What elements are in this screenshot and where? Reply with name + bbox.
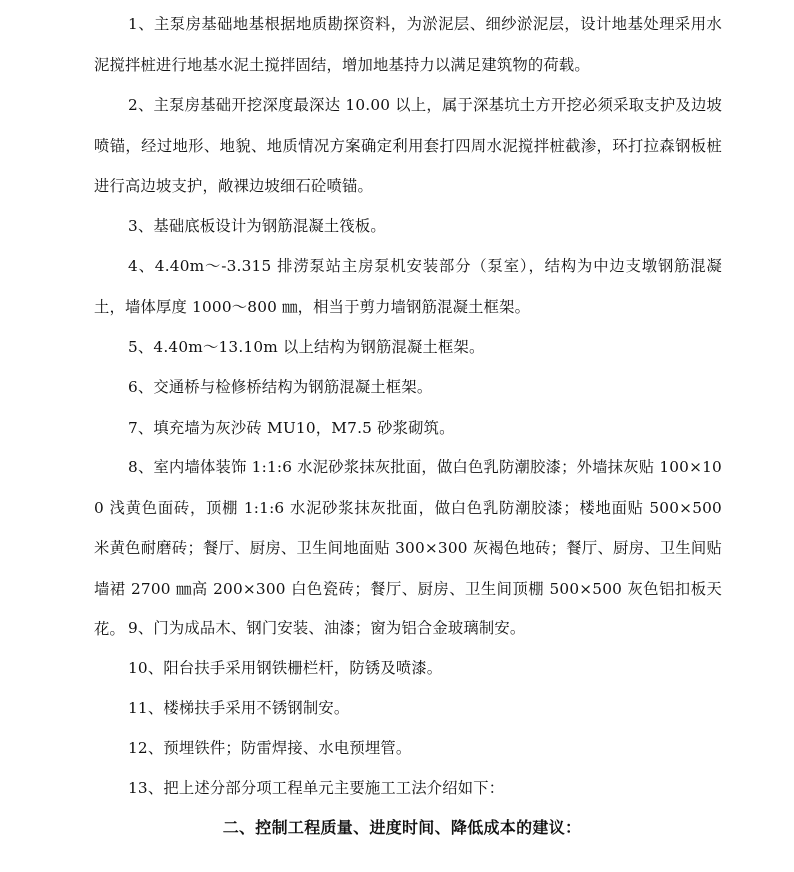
paragraph-3: 3、基础底板设计为钢筋混凝土筏板。 [128, 217, 386, 235]
paragraph-10: 10、阳台扶手采用钢铁栅栏杆，防锈及喷漆。 [128, 659, 443, 677]
paragraph-5: 5、4.40m～13.10m 以上结构为钢筋混凝土框架。 [128, 338, 485, 356]
paragraph-11: 11、楼梯扶手采用不锈钢制安。 [128, 699, 350, 717]
paragraph-7: 7、填充墙为灰沙砖 MU10，M7.5 砂浆砌筑。 [128, 419, 455, 437]
paragraph-1: 1、主泵房基础地基根据地质勘探资料，为淤泥层、细纱淤泥层，设计地基处理采用水泥搅拌桩进行地基水泥土搅拌固结，增加地基持力以满足建筑物的荷载。 [94, 15, 722, 74]
paragraph-8: 8、室内墙体装饰 1:1:6 水泥砂浆抹灰批面，做白色乳防潮胶漆；外墙抹灰贴 100×100 浅黄色面砖，顶棚 1:1:6 水泥砂浆抹灰批面，做白色乳防潮胶漆；楼地面贴 500×500 米黄色耐磨砖；餐厅、厨房、卫生间地面贴 300×300 灰褐色地砖；餐厅、厨房、卫生间贴墙裙 2700 ㎜高 200×300 白色瓷砖；餐厅、厨房、卫生间顶棚 500×500 灰色铝扣板天花。 [94, 458, 722, 638]
paragraph-2: 2、主泵房基础开挖深度最深达 10.00 以上，属于深基坑土方开挖必须采取支护及边坡喷锚，经过地形、地貌、地质情况方案确定利用套打四周水泥搅拌桩截渗，环打拉森钢板桩进行高边坡支护，敞裸边坡细石砼喷锚。 [94, 96, 722, 195]
paragraph-6: 6、交通桥与检修桥结构为钢筋混凝土框架。 [128, 378, 433, 396]
paragraph-13: 13、把上述分部分项工程单元主要施工工法介绍如下： [128, 779, 505, 797]
section-heading: 二、控制工程质量、进度时间、降低成本的建议： [222, 818, 582, 837]
paragraph-4: 4、4.40m～-3.315 排涝泵站主房泵机安装部分（泵室），结构为中边支墩钢筋混凝土，墙体厚度 1000～800 ㎜，相当于剪力墙钢筋混凝土框架。 [94, 257, 722, 316]
paragraph-9: 9、门为成品木、钢门安装、油漆；窗为铝合金玻璃制安。 [128, 619, 526, 637]
paragraph-12: 12、预埋铁件；防雷焊接、水电预埋管。 [128, 739, 412, 757]
